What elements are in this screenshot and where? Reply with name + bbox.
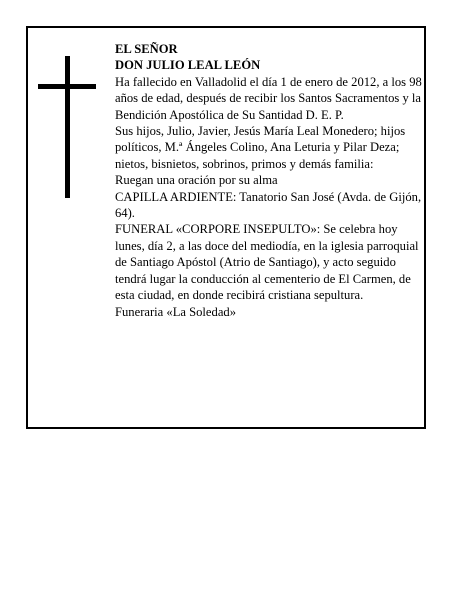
- cross-horizontal-bar: [38, 84, 96, 89]
- funeral-home: Funeraria «La Soledad»: [115, 304, 236, 319]
- wake-location: CAPILLA ARDIENTE: Tanatorio San José (Avda. de Gijón, 64).: [115, 189, 422, 221]
- prayer-request: Ruegan una oración por su alma: [115, 173, 278, 188]
- obituary-notice: [26, 26, 426, 429]
- notice-title-line1: EL SEÑOR: [115, 42, 178, 56]
- deceased-name: DON JULIO LEAL LEÓN: [115, 58, 261, 73]
- funeral-details: FUNERAL «CORPORE INSEPULTO»: Se celebra hoy lunes, día 2, a las doce del mediodía, en la iglesia parroquial de Santiago Apóstol (Atrio de Santiago), y acto seguido tendrá lugar la conducción al cementerio de El Carmen, de esta ciudad, en donde recibirá cristiana sepultura.: [115, 222, 419, 303]
- cross-vertical-bar: [65, 56, 70, 198]
- family-list: Sus hijos, Julio, Javier, Jesús María Leal Monedero; hijos políticos, M.ª Ángeles Colino, Ana Leturia y Pilar Deza; nietos, bisnietos, sobrinos, primos y demás familia:: [115, 124, 406, 171]
- cross-icon: [38, 56, 96, 198]
- death-announcement: Ha fallecido en Valladolid el día 1 de enero de 2012, a los 98 años de edad, después de recibir los Santos Sacramentos y la Bendición Apostólica de Su Santidad D. E. P.: [115, 74, 422, 122]
- notice-text: [115, 41, 423, 320]
